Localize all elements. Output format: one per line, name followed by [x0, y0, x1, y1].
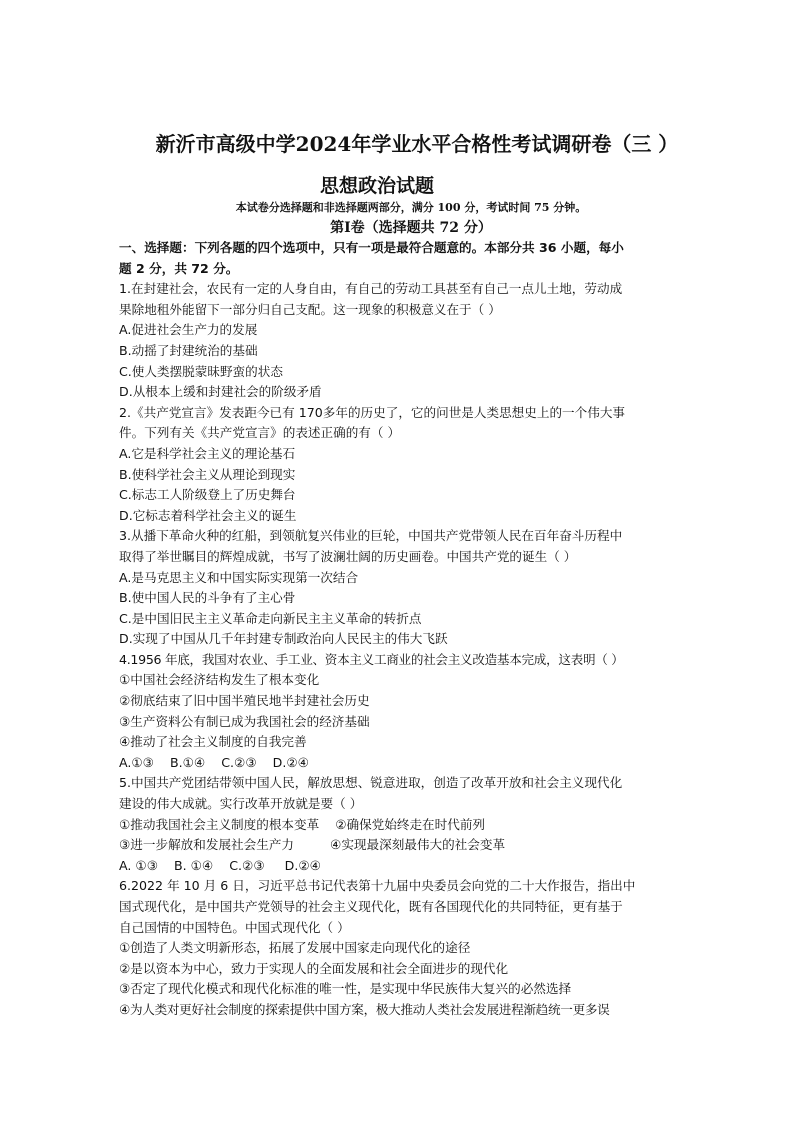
question-option: ①创造了人类文明新形态，拓展了发展中国家走向现代化的途径 [119, 940, 471, 956]
question-option: ①中国社会经济结构发生了根本变化 [119, 672, 320, 688]
question-option: A.促进社会生产力的发展 [119, 322, 258, 338]
question-option: B.使科学社会主义从理论到现实 [119, 466, 296, 482]
exam-note: 本试卷分选择题和非选择题两部分，满分 100 分，考试时间 75 分钟。 [235, 201, 587, 214]
part-title: 第Ⅰ卷（选择题共 72 分） [330, 220, 492, 236]
question-option: ④推动了社会主义制度的自我完善 [119, 734, 307, 750]
exam-title: 新沂市高级中学2024年学业水平合格性考试调研卷（三 ） [155, 132, 679, 156]
question-option: ②是以资本为中心，致力于实现人的全面发展和社会全面进步的现代化 [119, 960, 509, 976]
question-stem: 2.《共产党宣言》发表距今已有 170多年的历史了，它的问世是人类思想史上的一个伟大事 [119, 404, 626, 420]
subject-title: 思想政治试题 [319, 175, 434, 197]
question-option: ③否定了现代化模式和现代化标准的唯一性，是实现中华民族伟大复兴的必然选择 [119, 981, 572, 997]
question-stem: 果除地租外能留下一部分归自己支配。这一现象的积极意义在于（ ） [119, 301, 501, 317]
question-stem: 件。下列有关《共产党宣言》的表述正确的有（ ） [119, 425, 401, 441]
question-option: B.动摇了封建统治的基础 [119, 342, 258, 358]
question-stem: 国式现代化，是中国共产党领导的社会主义现代化，既有各国现代化的共同特征，更有基于 [119, 899, 623, 914]
question-stem: 1.在封建社会，农民有一定的人身自由，有自己的劳动工具甚至有自己一点儿土地，劳动成 [119, 281, 623, 297]
question-option: ②彻底结束了旧中国半殖民地半封建社会历史 [119, 693, 370, 709]
question-option: A.它是科学社会主义的理论基石 [119, 445, 296, 461]
question-stem: 4.1956 年底，我国对农业、手工业、资本主义工商业的社会主义改造基本完成，这表明（ ） [119, 651, 624, 667]
section-instruction: 一、选择题：下列各题的四个选项中，只有一项是最符合题意的。本部分共 36 小题，每小 [119, 240, 624, 255]
question-option: ③生产资料公有制已成为我国社会的经济基础 [119, 713, 370, 729]
question-option: B.使中国人民的斗争有了主心骨 [119, 590, 296, 606]
question-option: C.标志工人阶级登上了历史舞台 [119, 487, 296, 503]
question-stem: 3.从播下革命火种的红船，到领航复兴伟业的巨轮，中国共产党带领人民在百年奋斗历程中 [119, 528, 623, 544]
section-instruction: 题 2 分，共 72 分。 [119, 260, 239, 276]
question-stem: 自己国情的中国特色。中国式现代化（ ） [119, 919, 350, 935]
question-option: ④为人类对更好社会制度的探索提供中国方案，极大推动人类社会发展进程渐趋统一更多误 [119, 1001, 610, 1017]
question-stem: 5.中国共产党团结带领中国人民，解放思想、锐意进取，创造了改革开放和社会主义现代化 [119, 775, 623, 791]
question-option: D.它标志着科学社会主义的诞生 [119, 507, 297, 523]
question-stem: 取得了举世瞩目的辉煌成就，书写了波澜壮阔的历史画卷。中国共产党的诞生（ ） [119, 548, 577, 564]
question-option: ③进一步解放和发展社会生产力 ④实现最深刻最伟大的社会变革 [119, 837, 506, 853]
answer-choices: A.①③ B.①④ C.②③ D.②④ [119, 754, 309, 770]
answer-choices: A. ①③ B. ①④ C.②③ D.②④ [119, 857, 321, 873]
question-option: D.从根本上缓和封建社会的阶级矛盾 [119, 384, 322, 400]
question-option: A.是马克思主义和中国实际实现第一次结合 [119, 569, 359, 585]
question-stem: 6.2022 年 10 月 6 日，习近平总书记代表第十九届中央委员会向党的二十大作报告，指出中 [119, 878, 636, 894]
question-option: ①推动我国社会主义制度的根本变革 ②确保党始终走在时代前列 [119, 816, 486, 832]
question-option: D.实现了中国从几千年封建专制政治向人民民主的伟大飞跃 [119, 631, 448, 647]
question-stem: 建设的伟大成就。实行改革开放就是要（ ） [119, 796, 363, 812]
question-body [119, 238, 679, 1021]
question-option: C.是中国旧民主主义革命走向新民主主义革命的转折点 [119, 610, 422, 626]
question-option: C.使人类摆脱蒙昧野蛮的状态 [119, 363, 283, 379]
